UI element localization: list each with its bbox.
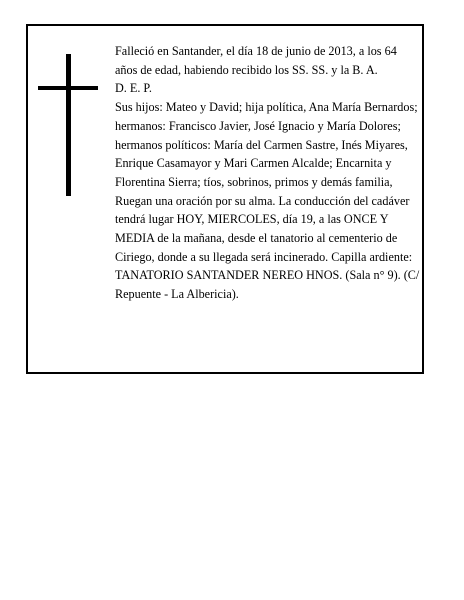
family-paragraph: Sus hijos: Mateo y David; hija política, Ana María Bernardos; hermanos: Francisco Javier, José Ignacio y María Dolores; hermanos políticos: María del Carmen Sastre, Inés Miyares, Enrique Casamayor y Mari Carmen Alcalde; Encarnita y Florentina Sierra; tíos, sobrinos, primos y demás familia, xyxy=(115,100,418,189)
cross-vertical-bar xyxy=(66,54,71,196)
cross-icon xyxy=(38,54,98,196)
rip-line: D. E. P. xyxy=(115,81,152,96)
obituary-notice xyxy=(26,24,424,374)
cross-horizontal-bar xyxy=(38,86,98,90)
death-announcement-paragraph: Falleció en Santander, el día 18 de junio de 2013, a los 64 años de edad, habiendo recibido los SS. SS. y la B. A. xyxy=(115,44,397,77)
obituary-text xyxy=(115,42,420,304)
funeral-details-paragraph: Ruegan una oración por su alma. La conducción del cadáver tendrá lugar HOY, MIERCOLES, día 19, a las ONCE Y MEDIA de la mañana, desde el tanatorio al cementerio de Ciriego, donde a su llegada será incinerado. Capilla ardiente: TANATORIO SANTANDER NEREO HNOS. (Sala n° 9). (C/ Repuente - La Albericia). xyxy=(115,193,420,302)
